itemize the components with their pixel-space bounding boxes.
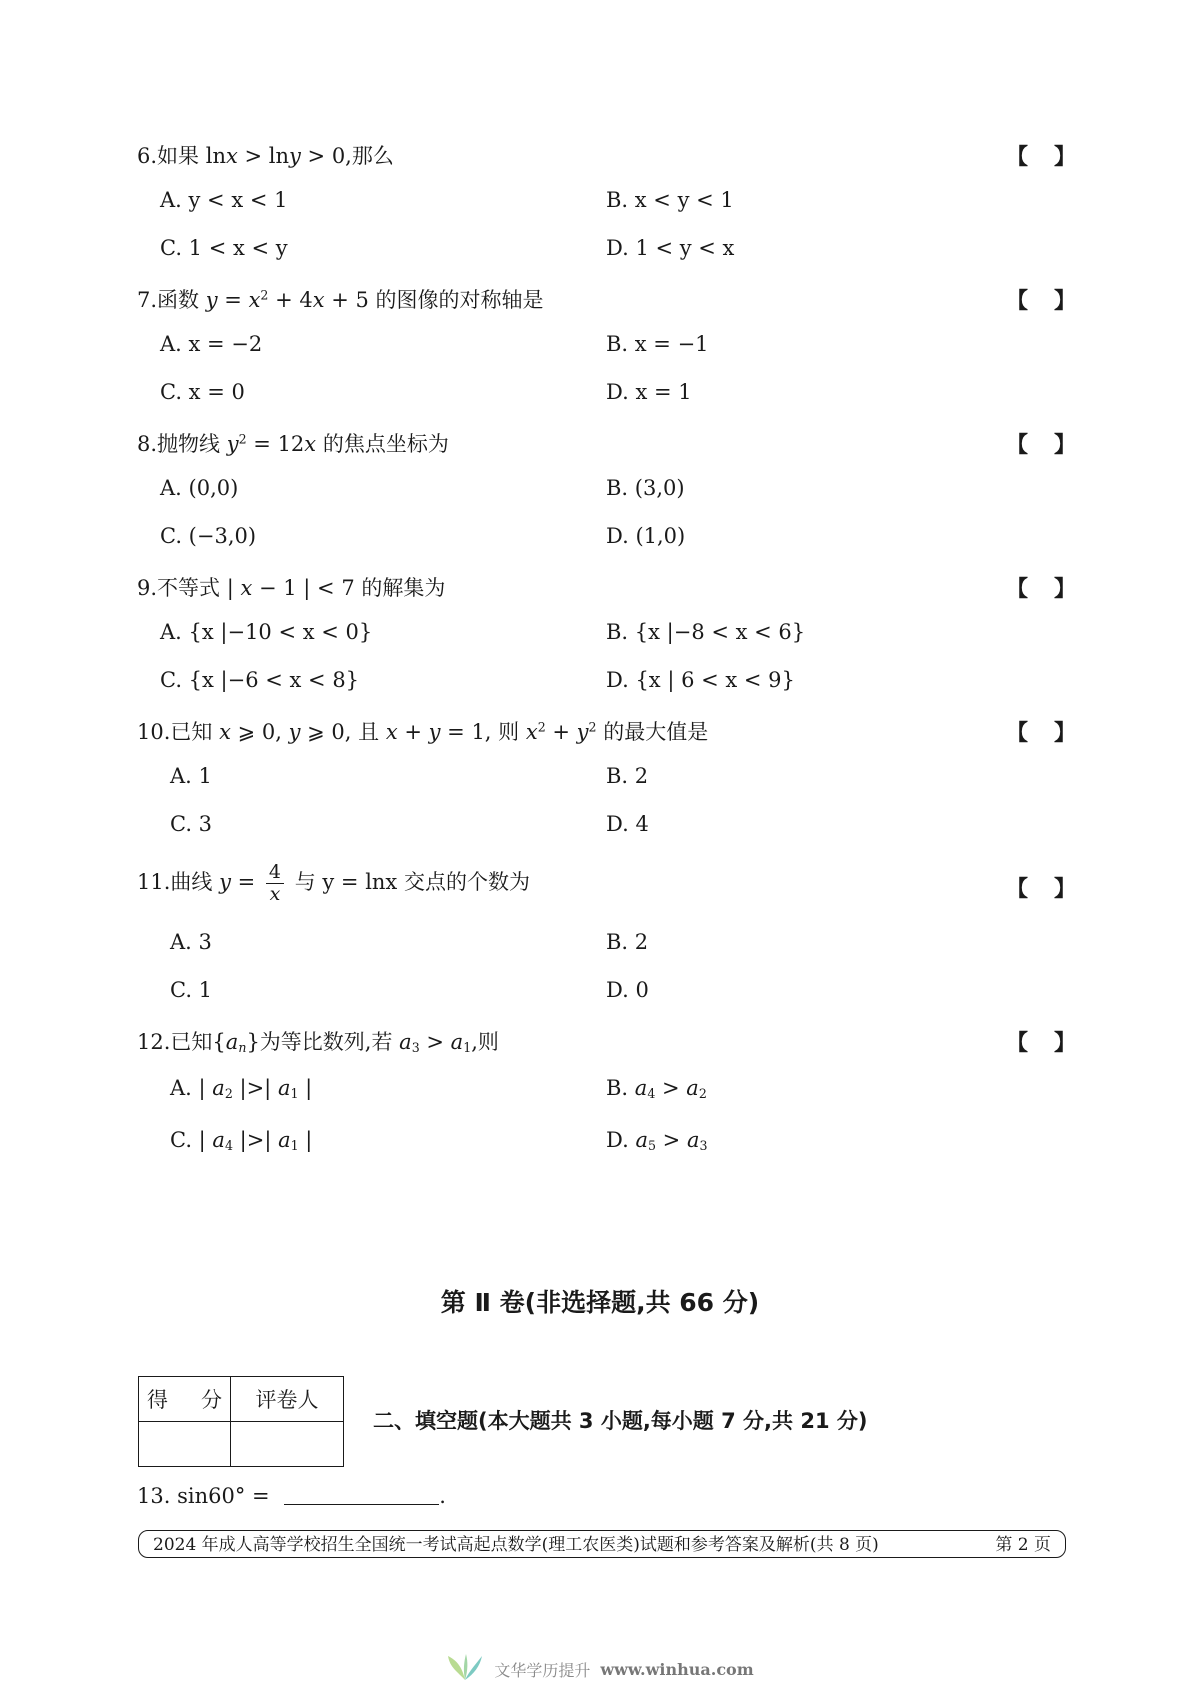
question-8-option-b: B. (3,0) <box>606 476 685 500</box>
question-12-option-d: D. $a_5 > a_3$ <box>606 1128 708 1154</box>
question-6-option-b: B. x < y < 1 <box>606 188 734 212</box>
answer-bracket-8: 【 】 <box>1006 432 1076 458</box>
watermark <box>0 1652 1200 1686</box>
question-6-option-c: C. 1 < x < y <box>160 236 288 260</box>
question-8-option-a: A. (0,0) <box>160 476 239 500</box>
answer-blank[interactable] <box>284 1504 439 1505</box>
score-cell[interactable] <box>139 1422 231 1467</box>
question-7-option-d: D. x = 1 <box>606 380 692 404</box>
question-7-option-b: B. x = −1 <box>606 332 709 356</box>
question-10-option-a: A. 1 <box>170 764 212 788</box>
footer-title: 2024 年成人高等学校招生全国统一考试高起点数学(理工农医类)试题和参考答案及解析(共 8 页) <box>153 1535 879 1555</box>
question-6-option-a: A. y < x < 1 <box>160 188 288 212</box>
question-9-option-a: A. {x |−10 < x < 0} <box>160 620 373 644</box>
question-7-option-a: A. x = −2 <box>160 332 263 356</box>
leaf-logo-icon <box>446 1652 484 1686</box>
watermark-name: 文华学历提升 <box>494 1660 591 1680</box>
question-8-stem: 8.抛物线 $y^2 = 12x$ 的焦点坐标为 <box>137 431 449 456</box>
answer-bracket-7: 【 】 <box>1006 288 1076 314</box>
score-table <box>138 1376 344 1467</box>
answer-bracket-10: 【 】 <box>1006 720 1076 746</box>
question-11-stem: 11.曲线 y = $\frac{4}{x}$ 与 y = lnx 交点的个数为 <box>137 861 530 905</box>
answer-bracket-11: 【 】 <box>1006 876 1076 902</box>
question-12-stem: 12.已知$\{a_n\}$为等比数列,若 $a_3 > a_1$,则 <box>137 1030 499 1056</box>
question-13: 13. sin60° = . <box>137 1484 446 1508</box>
question-9-option-d: D. {x | 6 < x < 9} <box>606 668 795 692</box>
answer-bracket-6: 【 】 <box>1006 144 1076 170</box>
question-9-option-c: C. {x |−6 < x < 8} <box>160 668 360 692</box>
question-11-option-a: A. 3 <box>170 930 212 954</box>
question-8-option-d: D. (1,0) <box>606 524 686 548</box>
question-10-option-b: B. 2 <box>606 764 649 788</box>
question-12-option-a: A. | $a_2$ |>| $a_1$ | <box>170 1076 313 1102</box>
question-6-stem: 6.如果 lnx > lny > 0,那么 <box>137 144 394 168</box>
question-10-option-d: D. 4 <box>606 812 649 836</box>
question-11-option-d: D. 0 <box>606 978 649 1002</box>
section-title: 第 Ⅱ 卷(非选择题,共 66 分) <box>440 1288 760 1317</box>
question-7-stem: 7.函数 $y = x^2 + 4x + 5$ 的图像的对称轴是 <box>137 287 544 312</box>
footer-page-number: 第 2 页 <box>995 1535 1051 1555</box>
question-8-option-c: C. (−3,0) <box>160 524 257 548</box>
grader-header: 评卷人 <box>231 1377 344 1422</box>
watermark-url: www.winhua.com <box>600 1659 754 1679</box>
answer-bracket-12: 【 】 <box>1006 1030 1076 1056</box>
question-6-option-d: D. 1 < y < x <box>606 236 735 260</box>
fill-in-section-title: 二、填空题(本大题共 3 小题,每小题 7 分,共 21 分) <box>373 1409 868 1433</box>
grader-cell[interactable] <box>231 1422 344 1467</box>
question-9-stem: 9.不等式 | x − 1 | < 7 的解集为 <box>137 576 446 600</box>
question-10-option-c: C. 3 <box>170 812 213 836</box>
question-7-option-c: C. x = 0 <box>160 380 245 404</box>
page-footer <box>138 1530 1066 1558</box>
question-10-stem: 10.已知 x ⩾ 0, y ⩾ 0, 且 x + y = 1, 则 $x^2 + y^2$ 的最大值是 <box>137 719 709 744</box>
answer-bracket-9: 【 】 <box>1006 576 1076 602</box>
score-header: 得 分 <box>139 1377 231 1422</box>
question-9-option-b: B. {x |−8 < x < 6} <box>606 620 806 644</box>
question-12-option-b: B. $a_4 > a_2$ <box>606 1076 707 1102</box>
fraction: $\frac{4}{x}$ <box>266 862 284 905</box>
question-12-option-c: C. | $a_4$ |>| $a_1$ | <box>170 1128 313 1154</box>
question-11-option-c: C. 1 <box>170 978 213 1002</box>
question-11-option-b: B. 2 <box>606 930 649 954</box>
